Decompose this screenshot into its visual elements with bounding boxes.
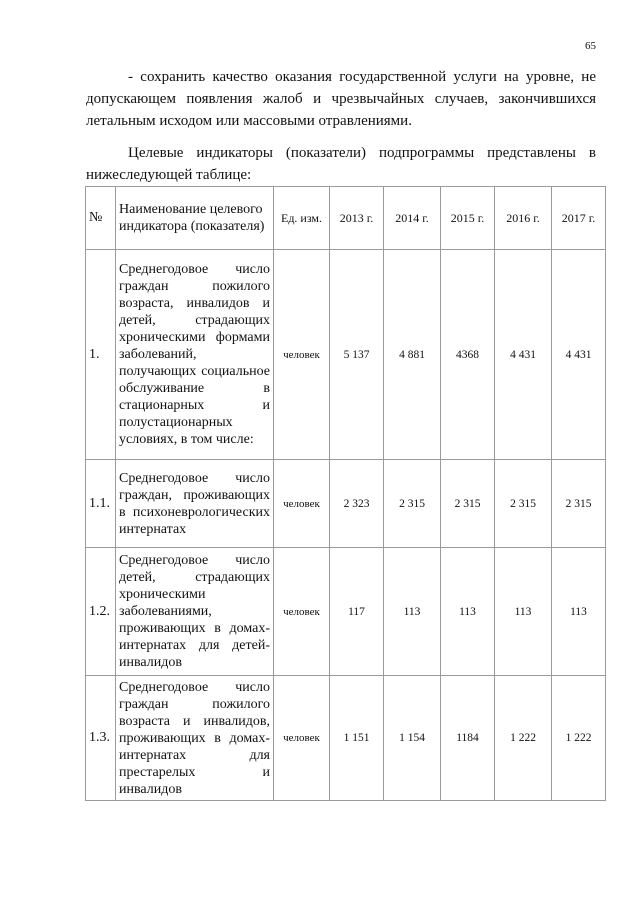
row-number: 1. [86,250,116,460]
table-row [86,676,606,801]
row-number: 1.3. [86,676,116,801]
paragraph-table-intro [86,142,596,186]
row-unit: человек [274,676,330,801]
header-year-2014: 2014 г. [384,187,441,250]
row-value-2017: 4 431 [552,250,606,460]
header-year-2015: 2015 г. [441,187,495,250]
row-value-2017: 113 [552,548,606,676]
paragraph-goal-text: - сохранить качество оказания государственной услуги на уровне, не допускающем появления жалоб и чрезвычайных случаев, закончившихся летальным исходом или массовыми отравлениями. [86,69,596,129]
row-value-2014: 1 154 [384,676,441,801]
row-indicator-name: Среднегодовое число граждан, проживающих в психоневрологических интернатах [116,460,274,548]
row-indicator-name: Среднегодовое число граждан пожилого возраста, инвалидов и детей, страдающих хроническими формами заболеваний, получающих социальное обслуживание в стационарных и полустационарных условиях, в том числе: [116,250,274,460]
header-indicator-name: Наименование целевого индикатора (показателя) [116,187,274,250]
table-row [86,460,606,548]
row-value-2015: 113 [441,548,495,676]
header-year-2017: 2017 г. [552,187,606,250]
header-year-2013: 2013 г. [330,187,384,250]
row-unit: человек [274,250,330,460]
row-number: 1.1. [86,460,116,548]
row-value-2017: 2 315 [552,460,606,548]
paragraph-table-intro-text: Целевые индикаторы (показатели) подпрограммы представлены в нижеследующей таблице: [86,145,596,183]
row-value-2014: 2 315 [384,460,441,548]
row-value-2016: 2 315 [495,460,552,548]
page-number: 65 [585,40,596,52]
header-year-2016: 2016 г. [495,187,552,250]
row-value-2016: 1 222 [495,676,552,801]
row-unit: человек [274,460,330,548]
row-value-2015: 1184 [441,676,495,801]
row-value-2013: 117 [330,548,384,676]
row-value-2015: 4368 [441,250,495,460]
indicators-table [85,186,606,801]
paragraph-goal [86,66,596,132]
row-number: 1.2. [86,548,116,676]
row-value-2016: 113 [495,548,552,676]
header-number: № [86,187,116,250]
table-header-row [86,187,606,250]
table-row [86,548,606,676]
row-unit: человек [274,548,330,676]
row-indicator-name: Среднегодовое число граждан пожилого возраста и инвалидов, проживающих в домах-интернатах для престарелых и инвалидов [116,676,274,801]
header-unit: Ед. изм. [274,187,330,250]
row-value-2017: 1 222 [552,676,606,801]
row-value-2013: 5 137 [330,250,384,460]
row-value-2014: 113 [384,548,441,676]
row-value-2013: 1 151 [330,676,384,801]
row-value-2016: 4 431 [495,250,552,460]
row-value-2015: 2 315 [441,460,495,548]
row-value-2013: 2 323 [330,460,384,548]
table-row [86,250,606,460]
row-value-2014: 4 881 [384,250,441,460]
row-indicator-name: Среднегодовое число детей, страдающих хроническими заболеваниями, проживающих в домах-интернатах для детей-инвалидов [116,548,274,676]
